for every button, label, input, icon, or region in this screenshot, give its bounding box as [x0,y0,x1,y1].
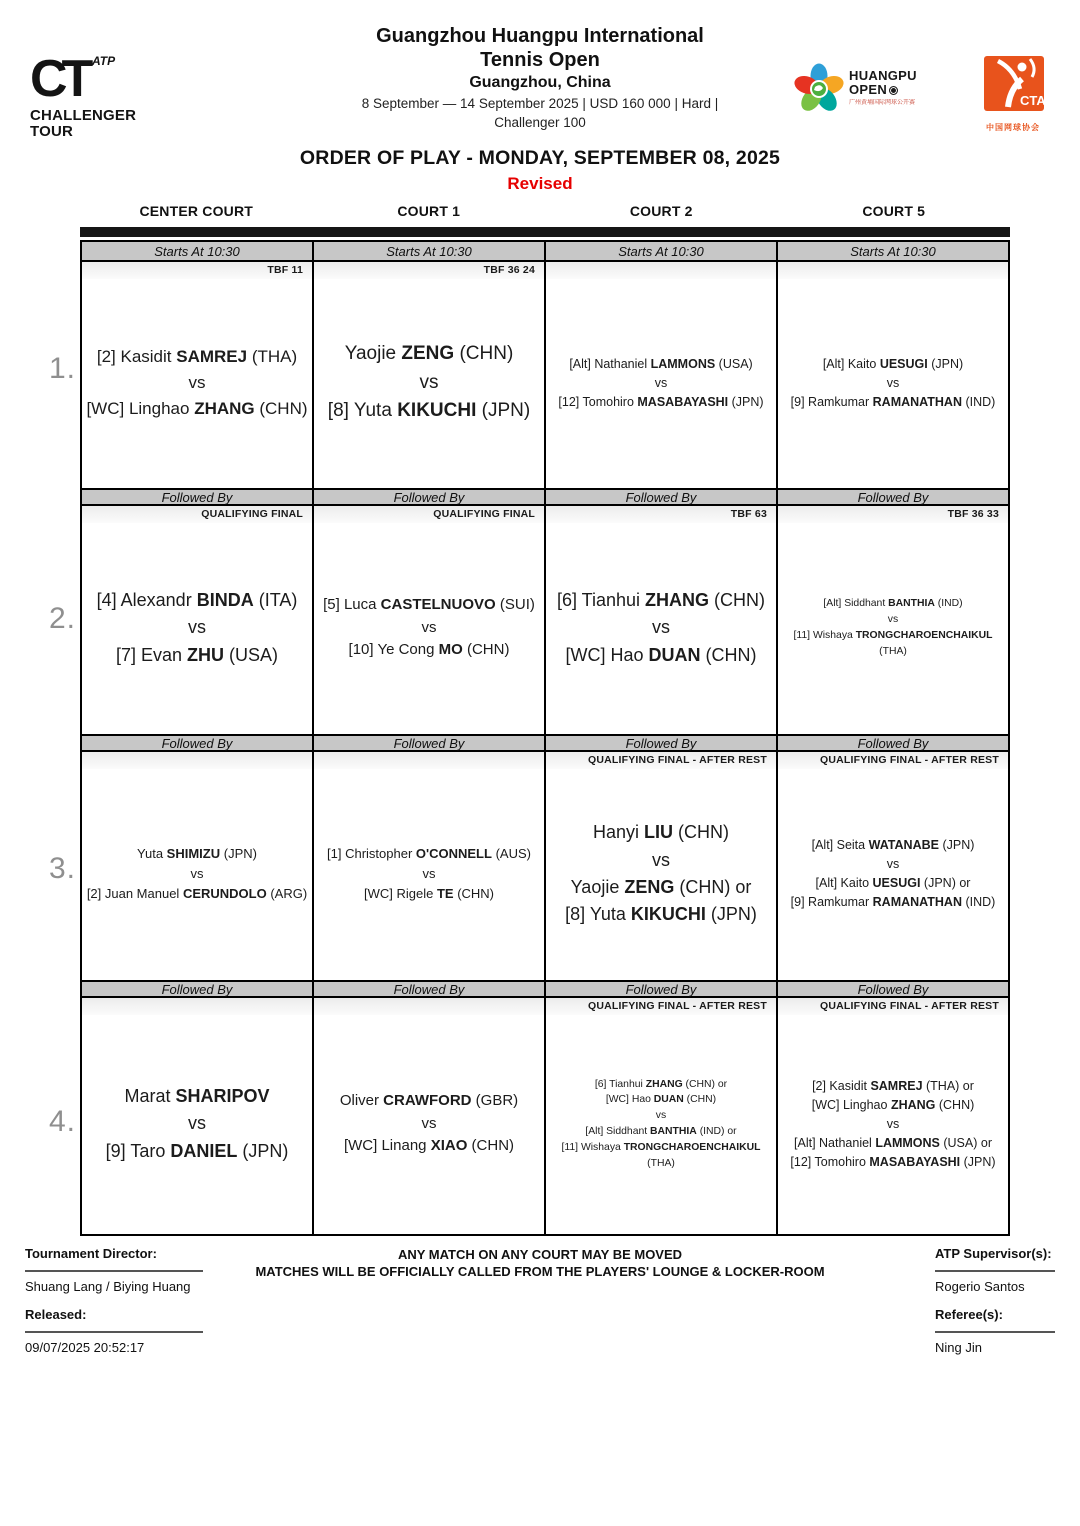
document-header [180,24,900,194]
match-cell [314,262,544,488]
starts-at-bar: Starts At 10:30 [778,242,1008,260]
huangpu-text-line1: HUANGPU [849,68,917,83]
match-cell [546,752,776,980]
match-note-label [546,262,776,279]
match-players: [5] Luca CASTELNUOVO (SUI) vs [10] Ye Cong MO (CHN) [323,595,535,659]
tour-text: TOUR [30,123,74,140]
match-players: [6] Tianhui ZHANG (CHN) or [WC] Hao DUAN (CHN) vs [Alt] Siddhant BANTHIA (IND) or [11] Wishaya TRONGCHAROENCHAIKUL (THA) [561,1078,761,1169]
notice-line1: ANY MATCH ON ANY COURT MAY BE MOVED [397,1247,683,1262]
court-header-court-2: COURT 2 [629,203,693,219]
followed-by-bar: Followed By [778,736,1008,750]
match-players: Marat SHARIPOV vs [9] Taro DANIEL (JPN) [105,1085,289,1161]
match-note-label: QUALIFYING FINAL - AFTER REST [778,998,1008,1015]
match-players: [2] Kasidit SAMREJ (THA) or [WC] Linghao ZHANG (CHN) vs [Alt] Nathaniel LAMMONS (USA) or [12] Tomohiro MASABAYASHI (JPN) [790,1078,996,1169]
divider-line [935,1270,1055,1272]
match-note-label [82,752,312,769]
followed-by-bar: Followed By [82,490,312,504]
match-players: [1] Christopher O'CONNELL (AUS) vs [WC] Rigele TE (CHN) [327,846,531,901]
followed-by-bar: Followed By [546,982,776,996]
schedule-table [80,240,1010,1236]
followed-by-bar: Followed By [314,982,544,996]
row-number-2: 2. [48,602,76,635]
match-cell [82,752,312,980]
huangpu-flower-icon [793,62,845,114]
match-note-label: TBF 36 33 [778,506,1008,523]
match-cell [778,752,1008,980]
match-cell [546,262,776,488]
followed-by-bar: Followed By [314,736,544,750]
starts-at-bar: Starts At 10:30 [82,242,312,260]
cta-logo [972,55,1054,133]
court-header-court-5: COURT 5 [862,203,926,219]
starts-at-bar: Starts At 10:30 [314,242,544,260]
revised-label: Revised [507,174,573,193]
match-cell [314,998,544,1234]
starts-at-bar: Starts At 10:30 [546,242,776,260]
referee-label: Referee(s): [935,1307,1003,1322]
match-cell [778,506,1008,734]
match-players: [4] Alexandr BINDA (ITA) vs [7] Evan ZHU (USA) [96,589,298,665]
atp-ct-letters: CT [30,50,88,108]
match-players: [Alt] Kaito UESUGI (JPN) vs [9] Ramkumar RAMANATHAN (IND) [790,356,996,409]
tennis-ball-icon [889,86,898,95]
match-cell [778,262,1008,488]
match-note-label [82,998,312,1015]
divider-line [25,1331,203,1333]
released-timestamp: 09/07/2025 20:52:17 [25,1340,145,1355]
match-players: [Alt] Nathaniel LAMMONS (USA) vs [12] Tomohiro MASABAYASHI (JPN) [558,356,764,409]
row-number-3: 3. [48,852,76,885]
match-note-label [314,752,544,769]
atp-supervisor-label: ATP Supervisor(s): [935,1246,1052,1261]
match-players: [Alt] Seita WATANABE (JPN) vs [Alt] Kaito UESUGI (JPN) or [9] Ramkumar RAMANATHAN (IND) [790,838,996,909]
order-of-play-title: ORDER OF PLAY - MONDAY, SEPTEMBER 08, 2025 [299,147,781,169]
tournament-details: 8 September — 14 September 2025 | USD 160 000 | Hard | [361,96,719,111]
match-cell [82,998,312,1234]
followed-by-bar: Followed By [778,490,1008,504]
match-players: Yuta SHIMIZU (JPN) vs [2] Juan Manuel CERUNDOLO (ARG) [86,846,308,901]
followed-by-bar: Followed By [314,490,544,504]
atp-wordmark: ATP [92,54,116,68]
match-cell [546,506,776,734]
row-number-1: 1. [48,352,76,385]
table-top-bar [80,227,1010,237]
cta-player-icon [978,55,1048,115]
divider-line [25,1270,203,1272]
match-cell [546,998,776,1234]
row-number-4: 4. [48,1105,76,1138]
huangpu-open-logo [793,62,953,114]
match-note-label: QUALIFYING FINAL [314,506,544,523]
match-players: Oliver CRAWFORD (GBR) vs [WC] Linang XIAO (CHN) [339,1091,519,1155]
tournament-category: Challenger 100 [494,115,586,130]
tournament-director-value: Shuang Lang / Biying Huang [25,1279,191,1294]
followed-by-bar: Followed By [778,982,1008,996]
match-note-label: TBF 11 [82,262,312,279]
match-note-label [314,998,544,1015]
match-note-label: QUALIFYING FINAL - AFTER REST [546,998,776,1015]
match-players: [6] Tianhui ZHANG (CHN) vs [WC] Hao DUAN (CHN) [556,589,766,665]
atp-supervisor-value: Rogerio Santos [935,1279,1025,1294]
atp-challenger-tour-logo [30,50,170,140]
match-note-label [778,262,1008,279]
followed-by-bar: Followed By [82,982,312,996]
match-cell [778,998,1008,1234]
released-label: Released: [25,1307,87,1322]
match-players: Hanyi LIU (CHN) vs Yaojie ZENG (CHN) or [8] Yuta KIKUCHI (JPN) [565,822,757,925]
notice-line2: MATCHES WILL BE OFFICIALLY CALLED FROM THE PLAYERS' LOUNGE & LOCKER-ROOM [255,1264,825,1279]
huangpu-chinese-subtext: 广州黄埔国际网球公开赛 [849,100,916,106]
tournament-name-line1: Guangzhou Huangpu International [376,25,704,47]
match-note-label: QUALIFYING FINAL - AFTER REST [778,752,1008,769]
referee-value: Ning Jin [935,1340,982,1355]
match-note-label: QUALIFYING FINAL - AFTER REST [546,752,776,769]
court-names-row [80,203,1010,219]
match-players: [Alt] Siddhant BANTHIA (IND) vs [11] Wishaya TRONGCHAROENCHAIKUL (THA) [793,598,993,657]
atp-ct-monogram-icon [30,50,170,108]
cta-chinese-subtext: 中国网球协会 [986,123,1040,132]
followed-by-bar: Followed By [546,490,776,504]
match-cell [314,506,544,734]
match-note-label: TBF 63 [546,506,776,523]
svg-text:CTA: CTA [1020,93,1046,108]
followed-by-bar: Followed By [546,736,776,750]
huangpu-text-line2: OPEN [849,82,888,97]
divider-line [935,1331,1055,1333]
challenger-text: CHALLENGER [30,107,137,124]
match-note-label: QUALIFYING FINAL [82,506,312,523]
tournament-director-label: Tournament Director: [25,1246,157,1261]
tournament-name-line2: Tennis Open [480,49,600,71]
court-header-court-1: COURT 1 [397,203,461,219]
match-cell [314,752,544,980]
court-header-center-court: CENTER COURT [139,203,254,219]
match-cell [82,506,312,734]
match-players: Yaojie ZENG (CHN) vs [8] Yuta KIKUCHI (JPN) [327,342,531,422]
match-note-label: TBF 36 24 [314,262,544,279]
followed-by-bar: Followed By [82,736,312,750]
match-cell [82,262,312,488]
match-players: [2] Kasidit SAMREJ (THA) vs [WC] Linghao ZHANG (CHN) [86,347,308,418]
tournament-location: Guangzhou, China [469,74,611,91]
